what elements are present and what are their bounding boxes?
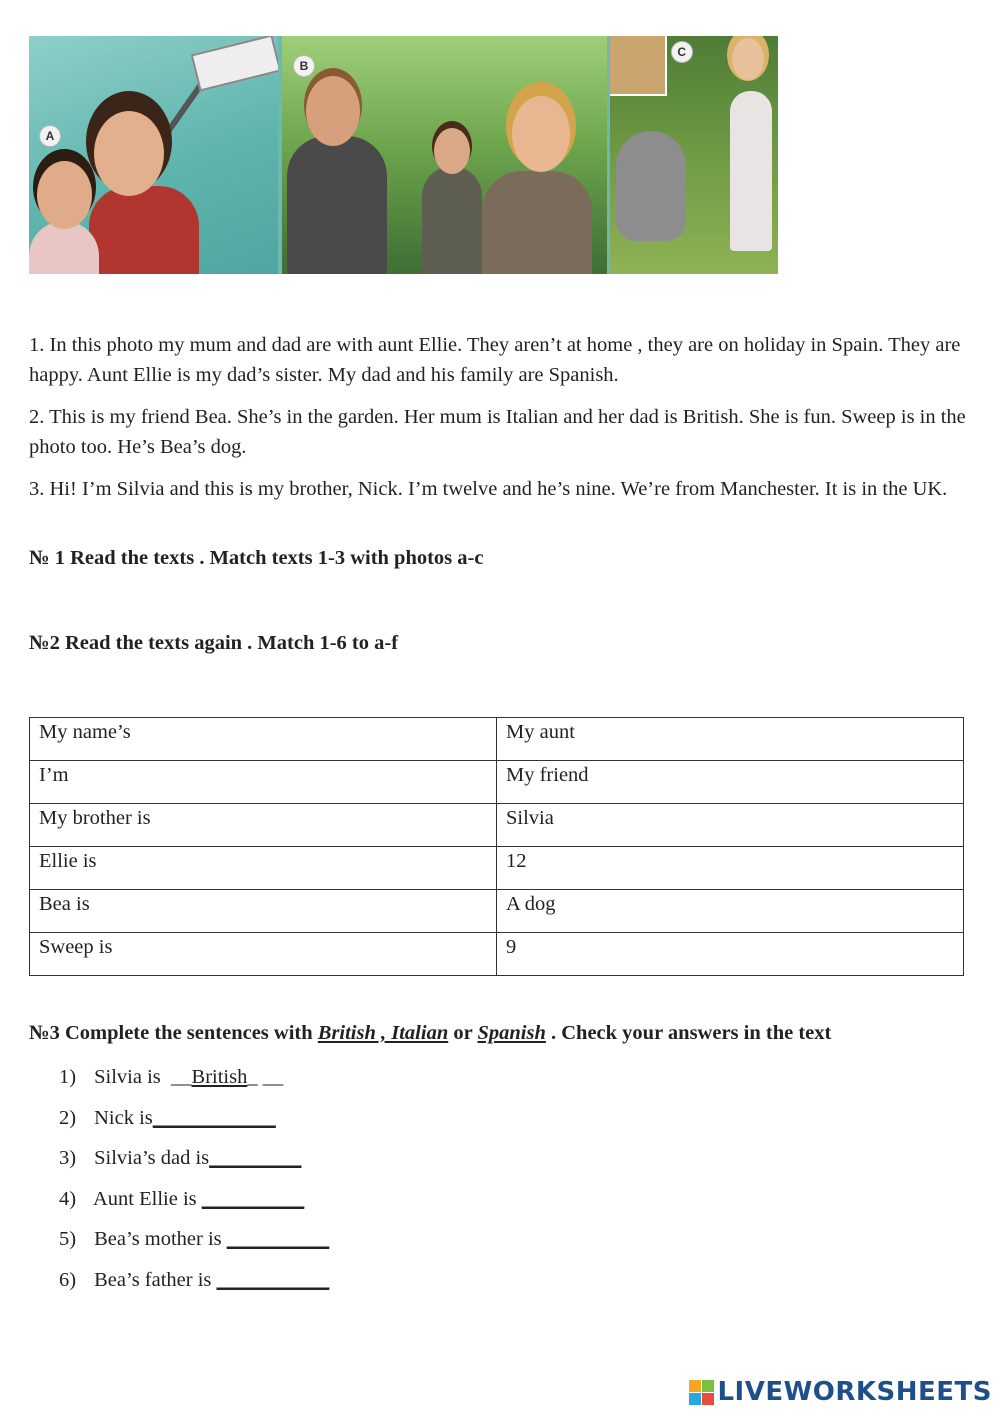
table-row <box>30 847 964 890</box>
match-right-cell: 12 <box>497 847 964 890</box>
task-3-option-1: British , Italian <box>317 1022 449 1044</box>
answer-field[interactable]: ___________ <box>216 1268 330 1291</box>
blank-post: _ __ <box>247 1066 284 1088</box>
match-right-cell: My friend <box>497 761 964 804</box>
boy-head <box>37 161 92 229</box>
match-left-cell: My brother is <box>30 804 497 847</box>
text-3: 3. Hi! I’m Silvia and this is my brother, Nick. I’m twelve and he’s nine. We’re from Manchester. It is in the UK. <box>29 478 948 500</box>
woman-front-figure <box>482 171 592 274</box>
table-row <box>30 804 964 847</box>
task-3-heading <box>29 1022 831 1045</box>
answer-field[interactable]: __________ <box>226 1228 330 1250</box>
sentence-item <box>59 1264 329 1305</box>
girl-head <box>94 111 164 196</box>
task-3-prefix: №3 Complete the sentences with <box>29 1022 318 1044</box>
sentence-item <box>59 1223 329 1264</box>
man-head <box>306 76 360 146</box>
girl-figure <box>89 186 199 274</box>
answer-field[interactable]: ____________ <box>152 1106 276 1129</box>
sentence-number: 2) <box>59 1106 77 1129</box>
task-3-option-2: Spanish <box>477 1022 546 1044</box>
sentence-item <box>59 1102 329 1143</box>
match-left-cell: Ellie is <box>30 847 497 890</box>
man-figure <box>287 136 387 274</box>
sentence-item <box>59 1142 329 1183</box>
sentence-number: 4) <box>59 1187 77 1210</box>
sentence-item <box>59 1183 329 1224</box>
match-right-cell: Silvia <box>497 804 964 847</box>
brand-text: LIVEWORKSHEETS <box>717 1377 992 1407</box>
answer-field[interactable]: __________ <box>201 1187 305 1210</box>
task-3-or: or <box>448 1022 478 1044</box>
sentence-list <box>59 1061 329 1304</box>
sentence-text: Silvia is <box>94 1066 161 1088</box>
sentence-number: 1) <box>59 1066 77 1088</box>
table-row <box>30 933 964 976</box>
match-right-cell: 9 <box>497 933 964 976</box>
liveworksheets-logo <box>689 1377 992 1407</box>
match-right-cell: My aunt <box>497 718 964 761</box>
table-row <box>30 718 964 761</box>
photo-b-badge: B <box>294 56 314 76</box>
match-left-cell: Sweep is <box>30 933 497 976</box>
sentence-number: 5) <box>59 1228 77 1250</box>
task-3-suffix: . Check your answers in the text <box>545 1022 832 1044</box>
text-1: 1. In this photo my mum and dad are with aunt Ellie. They aren’t at home , they are on holiday in Spain. They are happy. Aunt Ellie is my dad’s sister. My dad and his family are Spanish. <box>29 334 961 386</box>
text-2: 2. This is my friend Bea. She’s in the garden. Her mum is Italian and her dad is British. She is fun. Sweep is in the photo too. He’s Bea’s dog. <box>29 406 966 458</box>
photo-a-selfie <box>29 36 278 274</box>
sentence-number: 3) <box>59 1147 77 1169</box>
match-left-cell: Bea is <box>30 890 497 933</box>
girl-standing-head <box>732 38 764 80</box>
woman-back-head <box>434 128 470 174</box>
sentence-text: Nick is <box>94 1106 153 1129</box>
photo-a-badge: A <box>40 126 60 146</box>
match-left-cell: I’m <box>30 761 497 804</box>
task-2-heading: №2 Read the texts again . Match 1-6 to a-f <box>29 632 399 654</box>
sentence-text: Aunt Ellie is <box>93 1187 197 1210</box>
sentence-text: Bea’s mother is <box>94 1228 222 1250</box>
woman-back-figure <box>422 166 482 274</box>
match-left-cell: My name’s <box>30 718 497 761</box>
woman-front-head <box>512 96 570 172</box>
blank-pre: __ <box>160 1066 192 1088</box>
phone <box>191 36 278 92</box>
table-row <box>30 890 964 933</box>
table-row <box>30 761 964 804</box>
sentence-number: 6) <box>59 1268 77 1291</box>
brand-icon <box>689 1380 714 1405</box>
task-1-heading: № 1 Read the texts . Match texts 1-3 with photos a-c <box>29 547 484 569</box>
photo-b-hikers <box>278 36 607 274</box>
sentence-text: Bea’s father is <box>94 1268 212 1291</box>
answer-field[interactable]: _________ <box>209 1147 302 1169</box>
sentence-item <box>59 1061 329 1102</box>
photo-c-dog <box>607 36 778 274</box>
dog <box>616 131 686 241</box>
photo-strip <box>29 36 778 274</box>
match-table <box>29 717 964 976</box>
sentence-text: Silvia’s dad is <box>94 1147 210 1169</box>
girl-standing-figure <box>730 91 772 251</box>
photo-c-badge: C <box>672 42 692 62</box>
match-right-cell: A dog <box>497 890 964 933</box>
inset-photo <box>610 36 667 96</box>
answer-field[interactable]: British <box>191 1066 248 1088</box>
